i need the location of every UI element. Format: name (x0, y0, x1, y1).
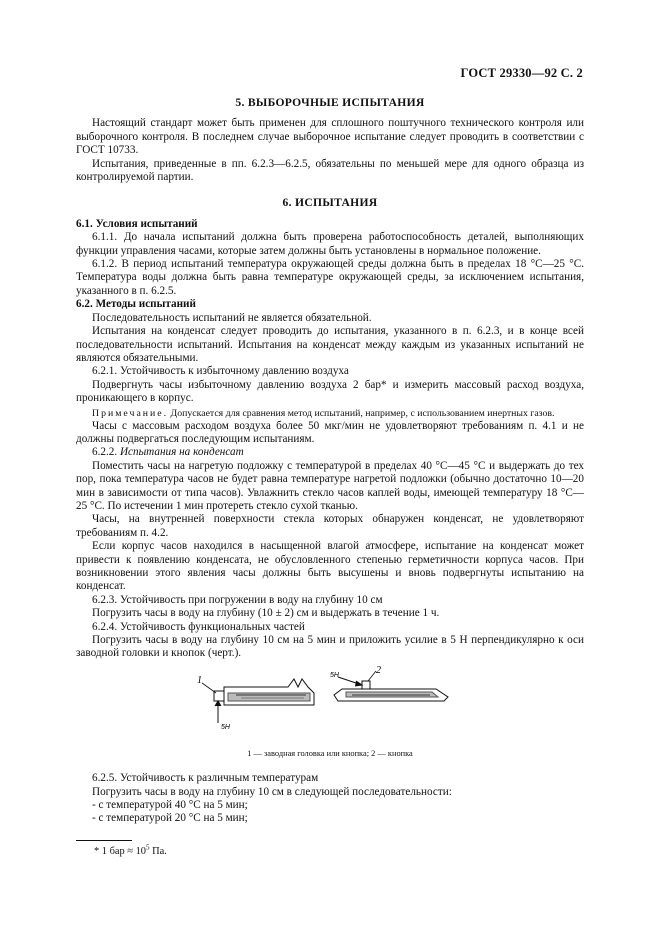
subsection-6-2-title (76, 298, 584, 311)
note (76, 408, 584, 420)
subsection-6-1-title (76, 218, 584, 231)
paragraph-6-2-a: Последовательность испытаний не является обязательной. (92, 311, 372, 324)
paragraph-6-2-1-title: 6.2.1. Устойчивость к избыточному давлению воздуха (92, 365, 349, 378)
figure-label-2: 2 (376, 664, 381, 676)
page-header: ГОСТ 29330—92 С. 2 (460, 66, 583, 80)
footnote-post: Па. (149, 845, 167, 857)
paragraph-6-2-1-b: Часы с массовым расходом воздуха более 50 мкг/мин не удовлетворяют требованиям п. 4.1 и не должны подвергаться последующим испытаниям. (76, 419, 584, 445)
note-label: Примечание. (92, 407, 169, 419)
section-5-paragraph-1: Настоящий стандарт может быть применен для сплошного поштучного технического контроля или выборочного контроля. В последнем случае выборочное испытание следует проводить в соответствии с ГОСТ 10733. (76, 117, 584, 157)
button-arrow-right (338, 677, 362, 686)
figure-label-1: 1 (197, 674, 202, 686)
subsection-6-1-title-text: 6.1. Условия испытаний (76, 217, 198, 230)
note-text: Допускается для сравнения метод испытаний, например, с использованием инертных газов. (168, 407, 555, 419)
section-6-heading: 6. ИСПЫТАНИЯ (282, 196, 378, 210)
paragraph-6-2-5: Погрузить часы в воду на глубину 10 см в следующей последовательности: (92, 785, 452, 798)
document-body (76, 96, 584, 858)
watch-case-left (214, 679, 314, 705)
footnote-divider (76, 840, 132, 841)
paragraph-6-2-5-title: 6.2.5. Устойчивость к различным температурам (92, 772, 319, 785)
footnote-pre: * 1 бар ≈ 10 (94, 845, 146, 857)
paragraph-6-1-1: 6.1.1. До начала испытаний должна быть проверена работоспособность деталей, выполняющих функции управления часами, которые затем должны быть установлены в нормальное положение. (76, 231, 584, 257)
watch-case-right (334, 681, 448, 701)
paragraph-6-2-4-title: 6.2.4. Устойчивость функциональных частей (92, 620, 305, 633)
paragraph-6-2-2-title-text: Испытания на конденсат (119, 446, 244, 459)
paragraph-6-2-2-title (76, 446, 584, 459)
paragraph-6-2-3-title: 6.2.3. Устойчивость при погружении в воду на глубину 10 см (92, 593, 383, 606)
footnote (94, 845, 584, 858)
figure-drawing (76, 665, 584, 751)
paragraph-6-2-2-a: Поместить часы на нагретую подложку с температурой в пределах 40 °С—45 °С и выдержать до тех пор, пока температура часов не будет равна температуре нагретой подложки (обычно достаточно 10—20 мин в зависимости от типа часов). Увлажнить стекло часов каплей воды, имеющей температуру 18 °С—25 °С. По истечении 1 мин протереть стекло сухой тканью. (76, 459, 584, 512)
figure-force-left: 5H (221, 723, 230, 731)
paragraph-6-1-2: 6.1.2. В период испытаний температура окружающей среды должна быть в пределах 18 °С—25 °С. Температура воды должна быть равна температуре окружающей среды, за исключением испытания, указанного в п. 6.2.5. (76, 258, 584, 297)
list-item: - с температурой 20 °С на 5 мин; (92, 812, 248, 825)
figure (76, 665, 584, 751)
figure-caption: 1 — заводная головка или кнопка; 2 — кнопка (247, 748, 413, 758)
paragraph-6-2-2-b: Часы, на внутренней поверхности стекла которых обнаружен конденсат, не удовлетворяют требованиям п. 4.2. (76, 513, 584, 539)
paragraph-6-2-2-number: 6.2.2. (92, 446, 120, 459)
paragraph-6-2-4: Погрузить часы в воду на глубину 10 см на 5 мин и приложить усилие в 5 Н перпендикулярно к оси заводной головки и кнопок (черт.). (76, 634, 584, 660)
list-item: - с температурой 40 °С на 5 мин; (92, 799, 248, 812)
paragraph-6-2-b: Испытания на конденсат следует проводить до испытания, указанного в п. 6.2.3, и в конце всей последовательности испытаний. Испытания на конденсат между каждым из указанных испытаний не являются обязательными. (76, 325, 584, 364)
crown-arrow-left (215, 701, 221, 723)
section-5-heading: 5. ВЫБОРОЧНЫЕ ИСПЫТАНИЯ (235, 96, 425, 109)
paragraph-6-2-2-c: Если корпус часов находился в насыщенной влагой атмосфере, испытание на конденсат может привести к появлению конденсата, не обусловленного степенью герметичности корпуса часов. При возникновении этого явления часы должны быть высушены и вновь подвергнуты испытанию на конденсат. (76, 540, 584, 593)
subsection-6-2-title-text: 6.2. Методы испытаний (76, 298, 196, 311)
figure-force-right: 5H (330, 671, 339, 679)
paragraph-6-2-3: Погрузить часы в воду на глубину (10 ± 2) см и выдержать в течение 1 ч. (92, 607, 440, 620)
section-5-paragraph-2: Испытания, приведенные в пп. 6.2.3—6.2.5, обязательны по меньшей мере для одного образца из контролируемой партии. (76, 157, 584, 184)
footnote-exponent: 5 (145, 843, 150, 852)
paragraph-6-2-1: Подвергнуть часы избыточному давлению воздуха 2 бар* и измерить массовый расход воздуха, проникающего в корпус. (76, 378, 584, 405)
